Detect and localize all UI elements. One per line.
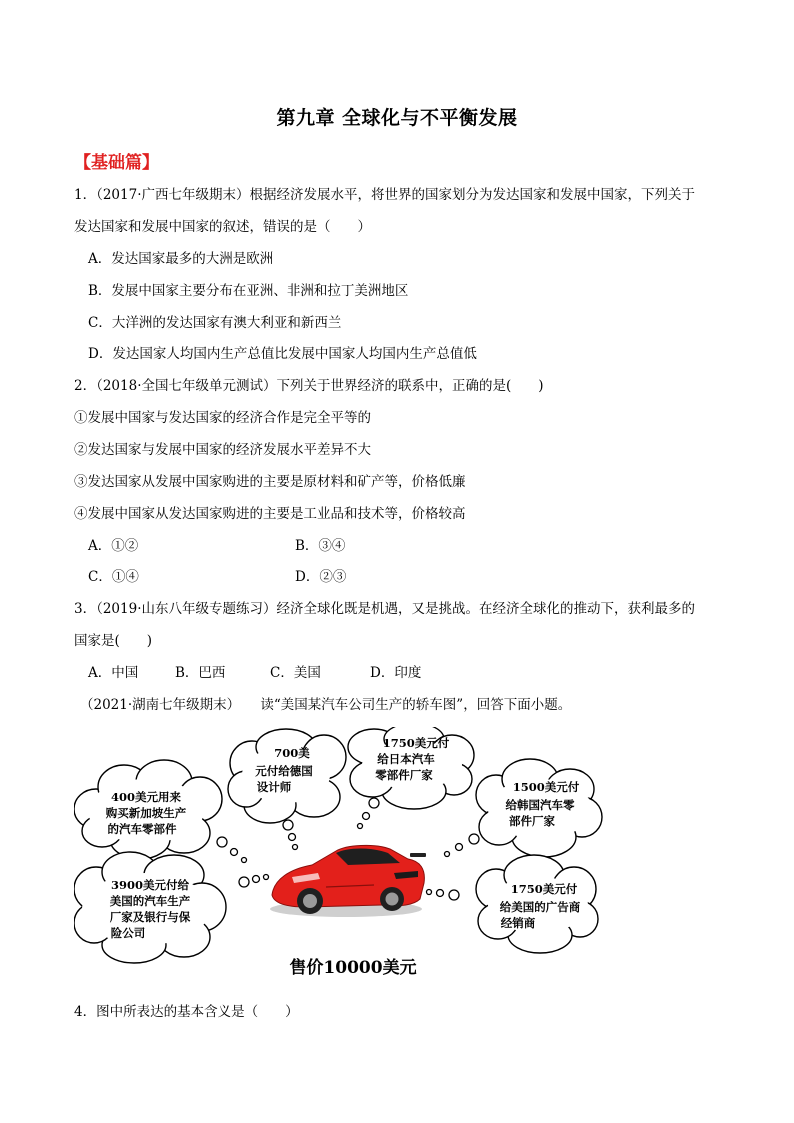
q2-option-c: C．①④ bbox=[88, 569, 139, 585]
q3-stem-line1: 3．（2019·山东八年级专题练习）经济全球化既是机遇，又是挑战。在经济全球化的推动下，获利最多的 bbox=[74, 601, 695, 617]
q4-stem: 4．图中所表达的基本含义是（ ） bbox=[74, 1004, 299, 1020]
q2-option-a: A．①② bbox=[88, 538, 139, 554]
q3-option-c: C．美国 bbox=[270, 665, 321, 681]
cloud1-line2: 购买新加坡生产 bbox=[105, 806, 187, 820]
cloud6-line2: 给美国的广告商 bbox=[499, 900, 581, 914]
q1-option-a: A．发达国家最多的大洲是欧洲 bbox=[88, 251, 274, 267]
cloud3-line1: 1750美元付 bbox=[382, 736, 450, 750]
q3-option-a: A．中国 bbox=[88, 665, 139, 681]
cloud1-line1: 400美元用来 bbox=[110, 790, 182, 804]
q2-option-b: B．③④ bbox=[295, 538, 346, 554]
q1-option-b: B．发展中国家主要分布在亚洲、非洲和拉丁美洲地区 bbox=[88, 283, 409, 299]
cloud2-line2: 元付给德国 bbox=[255, 764, 313, 778]
cloud2-line3: 设计师 bbox=[256, 780, 292, 794]
cloud5-line4: 险公司 bbox=[110, 926, 146, 940]
cloud4-line1: 1500美元付 bbox=[512, 780, 580, 794]
figure-intro: （2021·湖南七年级期末） 读“美国某汽车公司生产的轿车图”，回答下面小题。 bbox=[80, 697, 572, 713]
q1-stem-line2: 发达国家和发展中国家的叙述，错误的是（ ） bbox=[74, 219, 371, 235]
cloud3-line2: 给日本汽车 bbox=[377, 752, 435, 766]
section-heading: 【基础篇】 bbox=[74, 153, 159, 173]
price-caption: 售价10000美元 bbox=[289, 958, 417, 978]
q3-option-d: D．印度 bbox=[370, 665, 422, 681]
q2-option-d: D．②③ bbox=[295, 569, 347, 585]
q2-stem: 2．（2018·全国七年级单元测试）下列关于世界经济的联系中，正确的是( ) bbox=[74, 378, 544, 394]
sports-car-image bbox=[270, 845, 426, 917]
cloud5-line1: 3900美元付给 bbox=[110, 878, 190, 892]
q2-statement-3: ③发达国家从发展中国家购进的主要是原材料和矿产等，价格低廉 bbox=[74, 474, 466, 490]
cloud5-line3: 厂家及银行与保 bbox=[109, 910, 191, 924]
q2-statement-1: ①发展中国家与发达国家的经济合作是完全平等的 bbox=[74, 410, 371, 426]
cloud5-line2: 美国的汽车生产 bbox=[109, 894, 191, 908]
q2-statement-4: ④发展中国家从发达国家购进的主要是工业品和技术等，价格较高 bbox=[74, 506, 466, 522]
cloud3-line3: 零部件厂家 bbox=[375, 768, 433, 782]
q1-stem-line1: 1．（2017·广西七年级期末）根据经济发展水平，将世界的国家划分为发达国家和发展中国家，下列关于 bbox=[74, 187, 695, 203]
cloud6-line3: 经销商 bbox=[500, 916, 536, 930]
cloud2-line1: 700美 bbox=[274, 746, 310, 760]
q3-option-b: B．巴西 bbox=[175, 665, 226, 681]
car-production-figure bbox=[74, 727, 604, 982]
q2-statement-2: ②发达国家与发展中国家的经济发展水平差异不大 bbox=[74, 442, 371, 458]
q1-option-c: C．大洋洲的发达国家有澳大利亚和新西兰 bbox=[88, 315, 342, 331]
cloud6-line1: 1750美元付 bbox=[510, 882, 578, 896]
cloud1-line3: 的汽车零部件 bbox=[107, 822, 177, 836]
q1-option-d: D．发达国家人均国内生产总值比发展中国家人均国内生产总值低 bbox=[88, 346, 477, 362]
cloud4-line3: 部件厂家 bbox=[509, 814, 555, 828]
q3-stem-line2: 国家是( ) bbox=[74, 633, 153, 649]
cloud4-line2: 给韩国汽车零 bbox=[505, 798, 575, 812]
chapter-title: 第九章 全球化与不平衡发展 bbox=[276, 107, 518, 129]
